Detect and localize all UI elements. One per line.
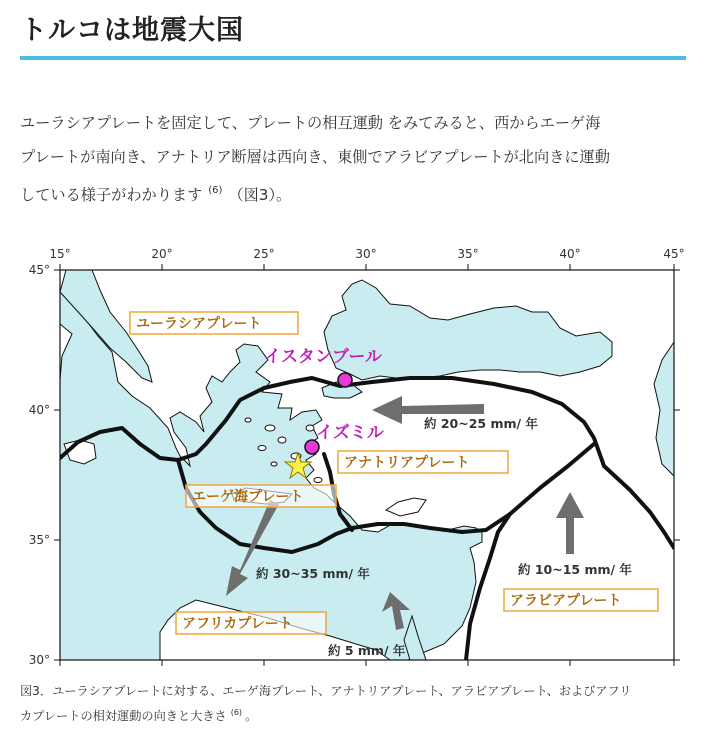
lat-tick-label: 45° <box>28 263 50 277</box>
lon-tick-label: 40° <box>559 247 581 261</box>
page-title: トルコは地震大国 <box>20 15 244 46</box>
caption-line-2 <box>20 702 690 727</box>
caption-line-1: 図3．ユーラシアプレートに対する、エーゲ海プレート、アナトリアプレート、アラビアプレート、およびアフリ <box>20 684 632 698</box>
intro-paragraph <box>20 106 692 212</box>
arabia-plate-label: アラビアプレート <box>510 593 622 609</box>
title-underline <box>20 56 686 60</box>
lat-tick-label: 40° <box>28 403 50 417</box>
aegean-plate-label: エーゲ海プレート <box>192 489 304 505</box>
paragraph-line-2: プレートが南向き、アナトリア断層は西向き、東側でアラビアプレートが北向きに運動 <box>20 148 610 166</box>
eurasia-plate-label: ユーラシアプレート <box>136 316 262 332</box>
africa-velocity-label: 約 5 mm/ 年 <box>328 643 406 658</box>
lon-tick-label: 30° <box>355 247 377 261</box>
caption-tail: 。 <box>245 709 258 723</box>
figure-caption <box>20 681 690 727</box>
lon-tick-label: 25° <box>253 247 275 261</box>
anatolia-plate-label: アナトリアプレート <box>344 455 470 471</box>
africa-plate-label: アフリカプレート <box>182 616 293 632</box>
caption-line-2-text: カプレートの相対運動の向きと大きさ <box>20 709 227 723</box>
anatolia-velocity-label: 約 20~25 mm/ 年 <box>424 416 538 431</box>
paragraph-line-1: ユーラシアプレートを固定して、プレートの相互運動 をみてみると、西からエーゲ海 <box>20 114 601 132</box>
lat-tick-label: 35° <box>28 533 50 547</box>
lon-tick-label: 20° <box>151 247 173 261</box>
figure-reference: （図3）。 <box>228 186 292 204</box>
istanbul-label: イスタンブール <box>264 347 382 367</box>
paragraph-line-3 <box>20 174 692 212</box>
arabia-velocity-label: 約 10~15 mm/ 年 <box>518 562 632 577</box>
lat-tick-label: 30° <box>28 653 50 667</box>
aegean-velocity-label: 約 30~35 mm/ 年 <box>256 566 370 581</box>
reference-marker[interactable]: (6) <box>208 185 223 196</box>
lon-tick-label: 45° <box>663 247 685 261</box>
izmir-label: イズミル <box>316 423 384 443</box>
paragraph-line-3-text: している様子がわかります <box>20 186 203 204</box>
plate-motion-map <box>0 232 701 674</box>
istanbul-marker <box>338 373 352 387</box>
lon-tick-label: 35° <box>457 247 479 261</box>
caption-reference-marker[interactable]: (6) <box>230 708 243 717</box>
lon-tick-label: 15° <box>49 247 71 261</box>
